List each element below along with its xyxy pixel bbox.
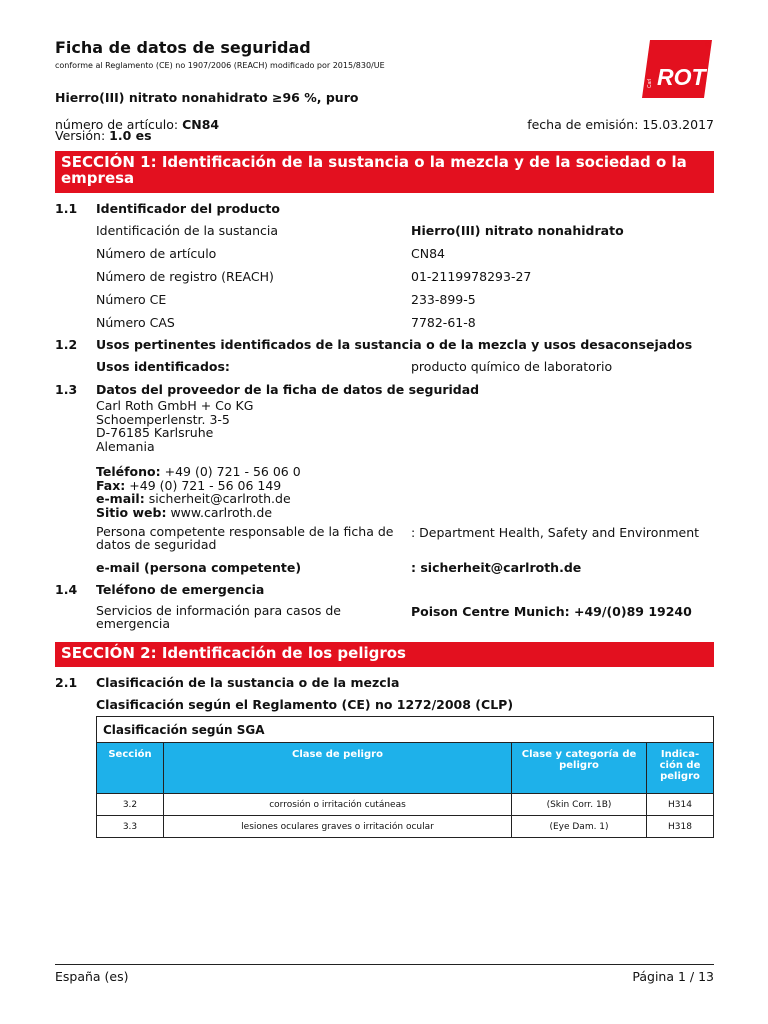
phone-row	[96, 465, 301, 479]
email-label: e-mail:	[96, 491, 145, 506]
identified-uses-label: Usos identificados:	[96, 359, 230, 374]
regulation-subtitle: conforme al Reglamento (CE) no 1907/2006 (REACH) modificado por 2015/830/UE	[55, 61, 385, 70]
address-line: Schoemperlenstr. 3-5	[96, 411, 230, 427]
cas-number-value: 7782-61-8	[411, 315, 476, 330]
version-value: 1.0 es	[109, 128, 152, 143]
ce-number-value: 233-899-5	[411, 292, 476, 307]
reach-number-label: Número de registro (REACH)	[96, 269, 274, 284]
clp-classification-subtitle: Clasificación según el Reglamento (CE) no 1272/2008 (CLP)	[96, 697, 514, 712]
column-header-hazard-class: Clase de peligro	[164, 743, 512, 794]
section-1-3-title: Datos del proveedor de la ficha de datos de seguridad	[96, 382, 480, 397]
email-value: sicherheit@carlroth.de	[148, 491, 291, 506]
address-line: Alemania	[96, 438, 155, 454]
version-label: Versión:	[55, 128, 106, 143]
phone-value: +49 (0) 721 - 56 06 0	[164, 464, 301, 479]
phone-label: Teléfono:	[96, 464, 161, 479]
table-caption-row	[97, 717, 714, 743]
cell-category: (Eye Dam. 1)	[512, 816, 647, 838]
logo-text: ROTH	[657, 64, 723, 90]
ghs-classification-table	[96, 716, 714, 838]
fax-row	[96, 479, 301, 493]
section-1-2-title: Usos pertinentes identificados de la sustancia o de la mezcla y usos desaconsejados	[96, 337, 693, 352]
article-value: CN84	[182, 117, 220, 132]
responsible-person-label: Persona competente responsable de la ficha de datos de seguridad	[96, 524, 394, 552]
emergency-services-label: Servicios de información para casos de emergencia	[96, 603, 341, 631]
logo-registered: ®	[705, 43, 710, 49]
website-value: www.carlroth.de	[170, 504, 273, 520]
footer-country: España (es)	[55, 969, 129, 984]
table-row	[97, 794, 714, 816]
roth-logo	[642, 40, 723, 98]
table-header-row	[97, 743, 714, 794]
cell-hazard-class: corrosión o irritación cutáneas	[164, 794, 512, 816]
emergency-services-value: Poison Centre Munich: +49/(0)89 19240	[411, 604, 692, 619]
section-2-header: SECCIÓN 2: Identificación de los peligros	[55, 642, 714, 667]
cell-section: 3.2	[97, 794, 164, 816]
cas-number-label: Número CAS	[96, 315, 175, 330]
section-2-1-title: Clasificación de la sustancia o de la mezcla	[96, 675, 400, 690]
document-title: Ficha de datos de seguridad	[55, 38, 311, 57]
supplier-contacts	[96, 465, 301, 519]
cell-hazard-statement: H318	[647, 816, 714, 838]
section-1-3-number: 1.3	[55, 382, 78, 397]
fax-value: +49 (0) 721 - 56 06 149	[129, 477, 282, 493]
substance-id-value: Hierro(III) nitrato nonahidrato	[411, 223, 624, 238]
version-row	[55, 128, 152, 143]
website-row	[96, 506, 301, 520]
fax-label: Fax:	[96, 477, 126, 493]
logo-small-text: Carl	[647, 78, 653, 88]
cell-section: 3.3	[97, 816, 164, 838]
column-header-hazard-statement: Indica-ción de peligro	[647, 743, 714, 794]
article-label: número de artículo:	[55, 117, 179, 132]
responsible-person-value: : Department Health, Safety and Environment	[411, 525, 700, 540]
product-name: Hierro(III) nitrato nonahidrato ≥96 %, puro	[55, 90, 359, 105]
issue-date: fecha de emisión: 15.03.2017	[527, 117, 714, 132]
section-1-1-number: 1.1	[55, 201, 78, 216]
identified-uses-value: producto químico de laboratorio	[411, 359, 613, 374]
footer-page-number: Página 1 / 13	[632, 969, 714, 984]
column-header-category: Clase y categoría de peligro	[512, 743, 647, 794]
website-label: Sitio web:	[96, 504, 167, 520]
column-header-section: Sección	[97, 743, 164, 794]
cell-hazard-statement: H314	[647, 794, 714, 816]
section-1-4-number: 1.4	[55, 582, 78, 597]
competent-email-value: : sicherheit@carlroth.de	[411, 560, 582, 575]
cell-hazard-class: lesiones oculares graves o irritación ocular	[164, 816, 512, 838]
substance-id-label: Identificación de la sustancia	[96, 223, 279, 238]
footer-divider	[55, 964, 714, 965]
section-1-2-number: 1.2	[55, 337, 78, 352]
article-number-label: Número de artículo	[96, 246, 217, 261]
section-2-1-number: 2.1	[55, 675, 78, 690]
table-row	[97, 816, 714, 838]
competent-email-label: e-mail (persona competente)	[96, 560, 302, 575]
article-number-value: CN84	[411, 246, 445, 261]
cell-category: (Skin Corr. 1B)	[512, 794, 647, 816]
address-line: Carl Roth GmbH + Co KG	[96, 398, 254, 413]
email-row	[96, 492, 301, 506]
section-1-4-title: Teléfono de emergencia	[96, 582, 265, 597]
reach-number-value: 01-2119978293-27	[411, 269, 532, 284]
table-caption: Clasificación según SGA	[97, 717, 714, 743]
section-1-header: SECCIÓN 1: Identificación de la sustancia o la mezcla y de la sociedad o la empresa	[55, 151, 714, 193]
section-1-1-title: Identificador del producto	[96, 201, 280, 216]
ce-number-label: Número CE	[96, 292, 167, 307]
supplier-address	[96, 399, 253, 453]
address-line: D-76185 Karlsruhe	[96, 425, 214, 440]
